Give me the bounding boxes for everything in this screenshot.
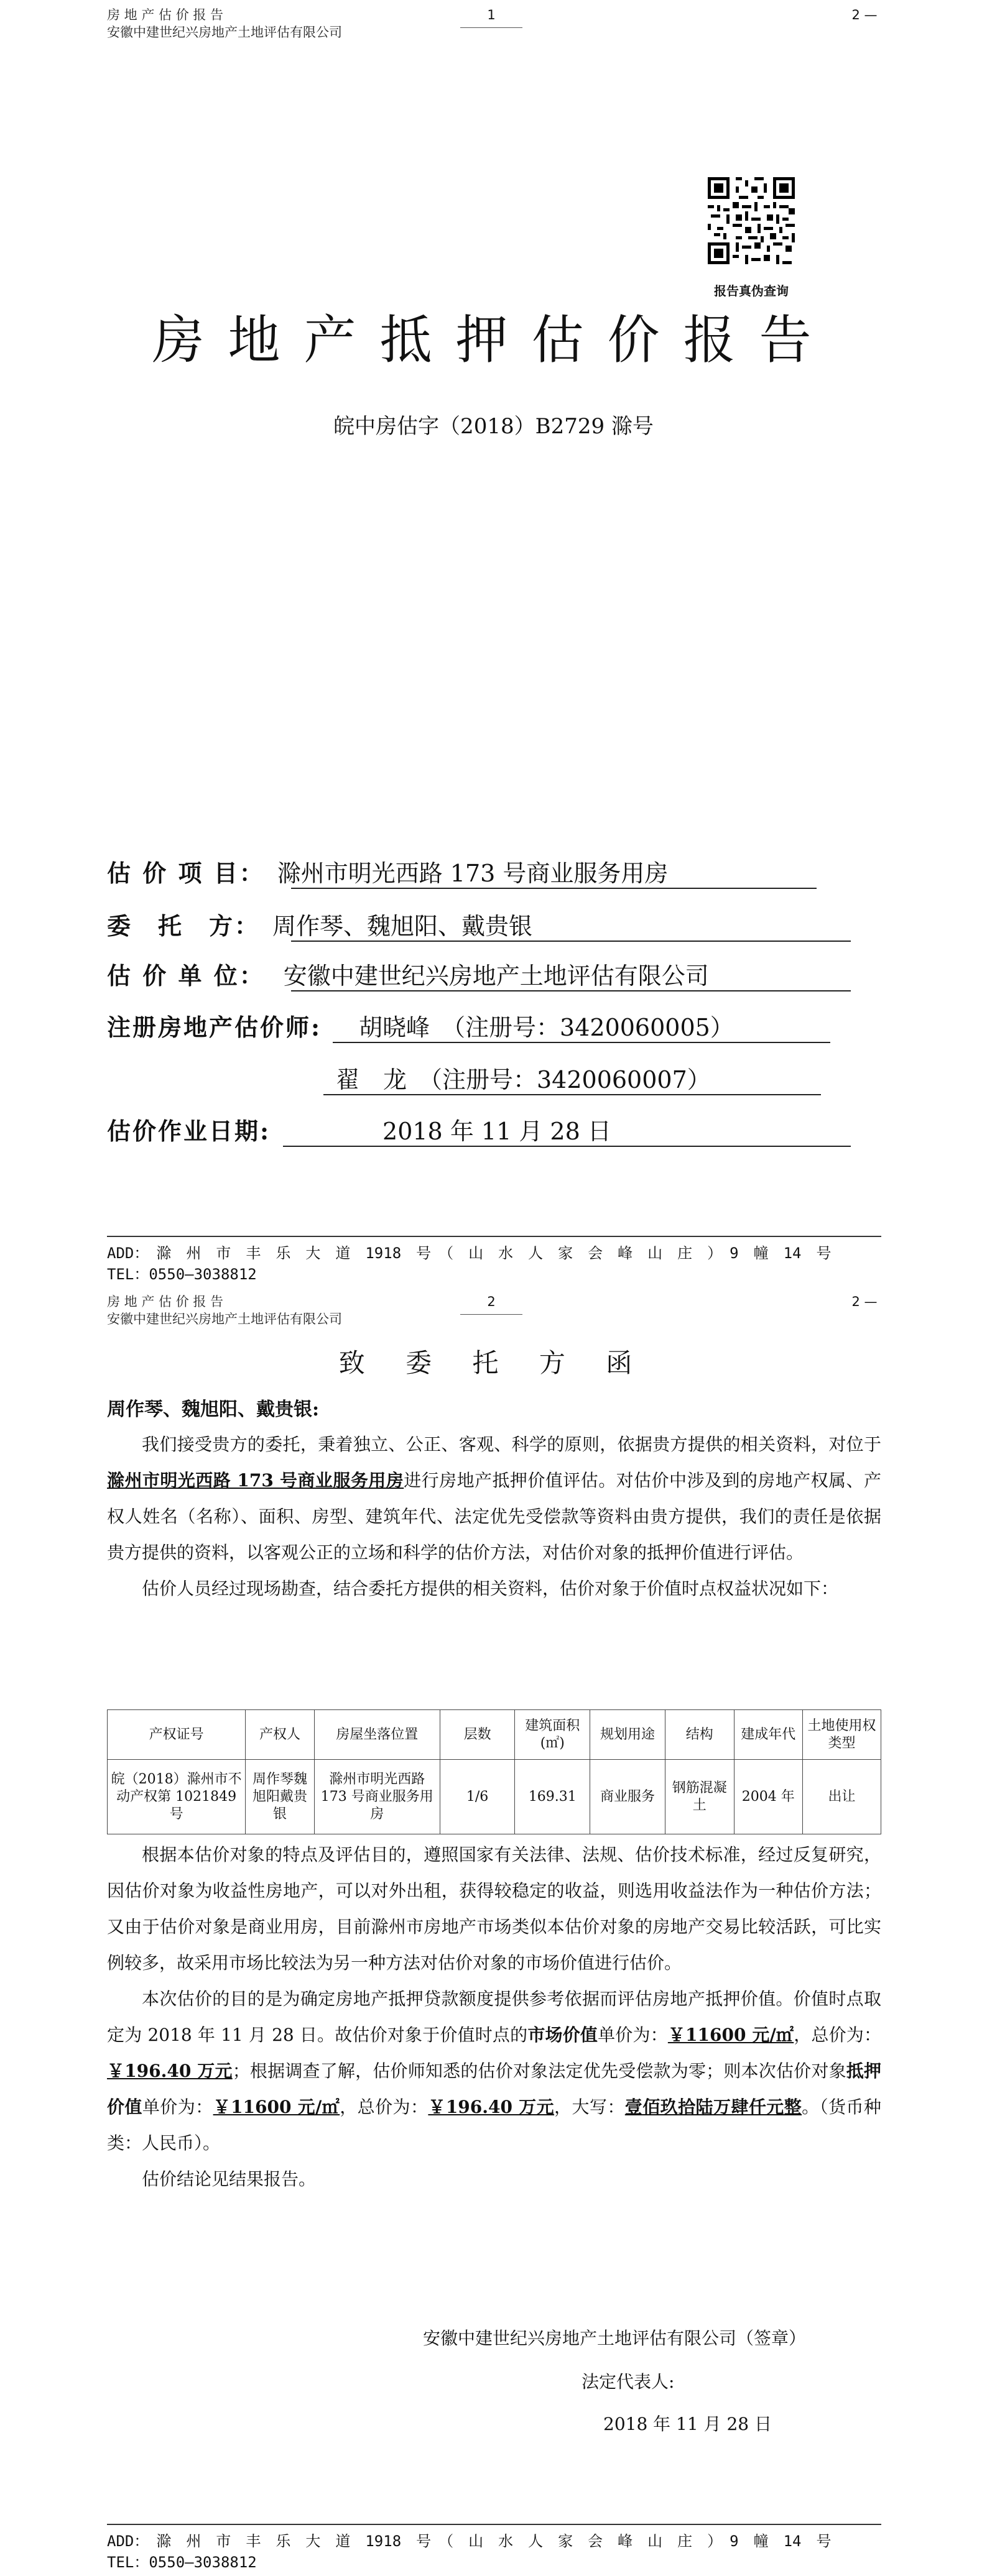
paragraph-1: 我们接受贵方的委托，秉着独立、公正、客观、科学的原则，依据贵方提供的相关资料，对位于滁州市明光西路 173 号商业服务用房进行房地产抵押价值评估。对估价中涉及到的房地产权属、产权人姓名（名称）、面积、房型、建筑年代、法定优先受偿款等资料由贵方提供，我们的责任是依据贵方提供的资料，以客观公正的立场和科学的估价方法，对估价对象的抵押价值进行评估。 [107,1434,881,1563]
cell-land-right: 出让 [803,1760,881,1834]
legal-representative: 法定代表人: [582,2371,675,2392]
amount-in-words: 壹佰玖拾陆万肆仟元整 [624,2097,802,2117]
info-date [107,1116,611,1147]
paragraph-2: 估价人员经过现场勘查，结合委托方提供的相关资料，估价对象于价值时点权益状况如下： [142,1578,839,1599]
cell-year: 2004 年 [734,1760,803,1834]
page-number: 2 [487,1294,496,1309]
page-header [107,6,342,41]
info-appraiser-org [107,960,709,991]
cell-owner: 周作琴魏旭阳戴贵银 [246,1760,315,1834]
table-header-cell: 产权证号 [108,1710,246,1760]
footer-address: ADD： 滁 州 市 丰 乐 大 道 1918 号 （ 山 水 人 家 会 峰 山 庄 ） 9 幢 14 号 [107,2532,832,2550]
letter-salutation: 周作琴、魏旭阳、戴贵银: [107,1399,320,1420]
property-table [107,1709,881,1834]
letter-body-top [107,1427,881,1607]
info-appraiser-label: 注册房地产估价师: [107,1013,322,1041]
page-total: 2 — [851,7,878,22]
letter-body-bottom [107,1837,881,2197]
qr-caption: 报告真伪查询 [714,283,789,298]
info-date-value: 2018 年 11 月 28 日 [382,1118,611,1145]
cell-location: 滁州市明光西路 173 号商业服务用房 [314,1760,440,1834]
header-title: 房 地 产 估 价 报 告 [107,1294,224,1309]
report-title: 房地产抵押估价报告 [152,310,835,370]
table-header-cell: 房屋坐落位置 [314,1710,440,1760]
table-header-cell: 规划用途 [590,1710,665,1760]
page-header [107,1293,342,1328]
subject-property: 滁州市明光西路 173 号商业服务用房 [107,1470,404,1491]
info-appraiser-org-label: 估 价 单 位： [107,962,265,990]
market-total-price: ￥196.40 万元 [107,2061,233,2081]
table-header-row [108,1710,881,1760]
info-date-label: 估价作业日期: [107,1117,271,1145]
paragraph-4: 本次估价的目的是为确定房地产抵押贷款额度提供参考依据而评估房地产抵押价值。价值时点取定为 2018 年 11 月 28 日。故估价对象于价值时点的市场价值单价为：￥11600 元/㎡，总价为：￥196.40 万元；根据调查了解，估价师知悉的估价对象法定优先受偿款为零；则本次估价对象抵押价值单价为：￥11600 元/㎡，总价为：￥196.40 万元，大写：壹佰玖拾陆万肆仟元整。（货币种类：人民币）。 [107,1989,881,2153]
header-title: 房 地 产 估 价 报 告 [107,7,224,22]
info-date-underline [283,1146,851,1147]
info-client-value: 周作琴、魏旭阳、戴贵银 [272,913,533,940]
footer-address: ADD： 滁 州 市 丰 乐 大 道 1918 号 （ 山 水 人 家 会 峰 山 庄 ） 9 幢 14 号 [107,1244,832,1262]
paragraph-5: 估价结论见结果报告。 [142,2169,317,2189]
info-appraiser-2-underline [323,1094,821,1095]
table-header-cell: 建筑面积(㎡) [515,1710,590,1760]
info-client [107,911,532,942]
table-row [108,1760,881,1834]
info-client-label: 委 托 方： [107,912,261,940]
info-appraiser-org-underline [291,990,851,991]
table-header-cell: 结构 [665,1710,734,1760]
header-company: 安徽中建世纪兴房地产土地评估有限公司 [107,1312,342,1327]
page-number: 1 [487,7,496,22]
page-number-rule [460,27,522,28]
info-appraiser-2 [107,1064,711,1095]
table-header-cell: 建成年代 [734,1710,803,1760]
info-appraiser-org-value: 安徽中建世纪兴房地产土地评估有限公司 [283,962,709,990]
footer-tel: TEL：0550—3038812 [107,1266,257,1283]
info-appraiser-1-value: 胡晓峰 （注册号：3420060005） [359,1014,734,1041]
info-client-underline [291,941,851,942]
info-appraiser-2-value: 翟 龙 （注册号：3420060007） [336,1066,711,1093]
table-header-cell: 产权人 [246,1710,315,1760]
market-unit-price: ￥11600 元/㎡ [667,2025,794,2045]
info-appraiser-1 [107,1012,734,1043]
cell-cert-no: 皖（2018）滁州市不动产权第 1021849 号 [108,1760,246,1834]
qr-code-icon[interactable] [708,177,795,264]
footer-rule [107,2524,881,2525]
info-project-label: 估 价 项 目： [107,859,265,887]
company-signature: 安徽中建世纪兴房地产土地评估有限公司（签章） [423,2328,807,2348]
letter-date: 2018 年 11 月 28 日 [603,2414,772,2434]
mortgage-unit-price: ￥11600 元/㎡ [213,2097,340,2117]
table-header-cell: 层数 [440,1710,515,1760]
info-project-value: 滁州市明光西路 173 号商业服务用房 [277,860,669,887]
page-total: 2 — [851,1294,878,1309]
footer-rule [107,1236,881,1237]
qr-code-graphic [708,177,795,264]
paragraph-3: 根据本估价对象的特点及评估目的，遵照国家有关法律、法规、估价技术标准，经过反复研究，因估价对象为收益性房地产，可以对外出租，获得较稳定的收益，则选用收益法作为一种估价方法；又由于估价对象是商业用房，目前滁州市房地产市场类似本估价对象的房地产交易比较活跃，可比实例较多，故采用市场比较法为另一种方法对估价对象的市场价值进行估价。 [107,1844,881,1973]
report-number: 皖中房估字（2018）B2729 滁号 [333,414,654,439]
cell-floors: 1/6 [440,1760,515,1834]
header-company: 安徽中建世纪兴房地产土地评估有限公司 [107,25,342,40]
cell-use: 商业服务 [590,1760,665,1834]
info-project-underline [291,888,817,889]
info-project [107,858,668,889]
mortgage-total-price: ￥196.40 万元 [428,2097,555,2117]
cell-structure: 钢筋混凝土 [665,1760,734,1834]
page-number-rule [460,1314,522,1315]
info-appraiser-1-underline [333,1042,830,1043]
letter-title: 致 委 托 方 函 [338,1348,649,1378]
cell-area: 169.31 [515,1760,590,1834]
table-header-cell: 土地使用权类型 [803,1710,881,1760]
footer-tel: TEL：0550—3038812 [107,2554,257,2571]
